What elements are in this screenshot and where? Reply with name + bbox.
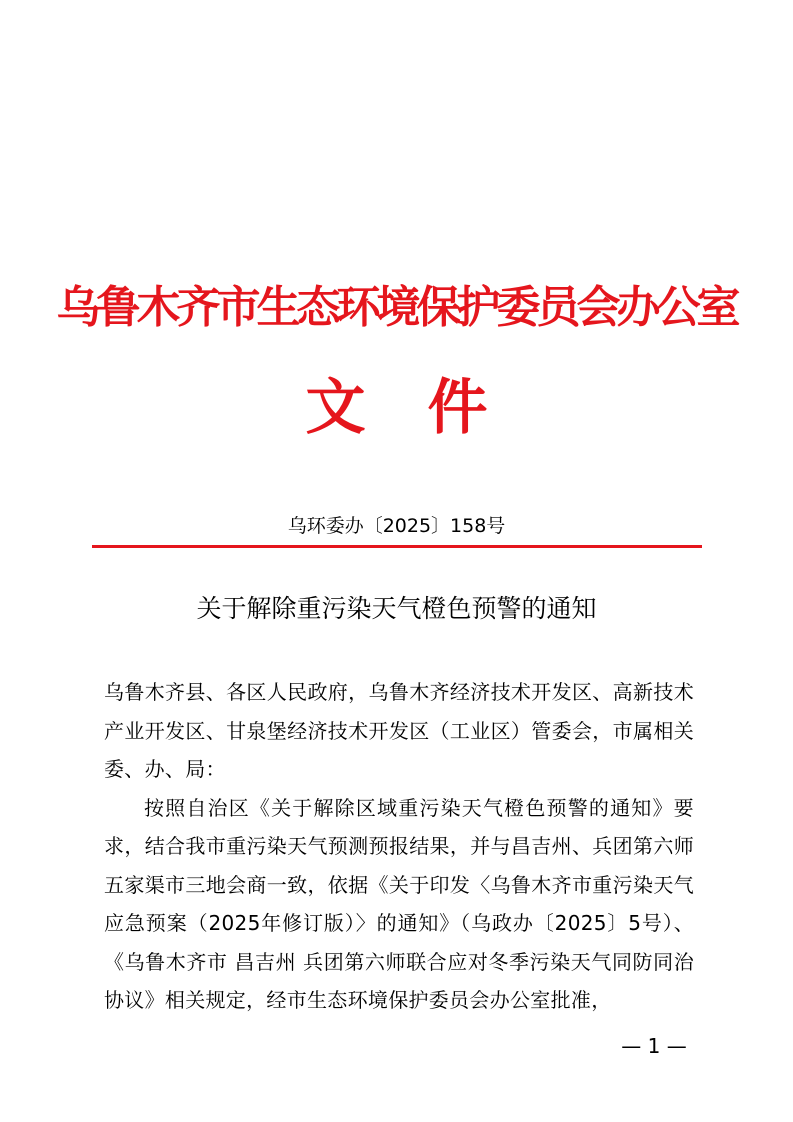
document-word: 文件	[305, 373, 550, 443]
issuing-organization: 乌鲁木齐市生态环境保护委员会办公室	[56, 282, 737, 333]
notice-title: 关于解除重污染天气橙色预警的通知	[196, 594, 597, 623]
page-number: — 1 —	[621, 1034, 687, 1058]
body-paragraph: 按照自治区《关于解除区域重污染天气橙色预警的通知》要求，结合我市重污染天气预测预报结果，并与昌吉州、兵团第六师五家渠市三地会商一致，依据《关于印发〈乌鲁木齐市重污染天气应急预案（2025年修订版）〉的通知》（乌政办〔2025〕5号）、《乌鲁木齐市 昌吉州 兵团第六师联合应对冬季污染天气同防同治协议》相关规定，经市生态环境保护委员会办公室批准，	[104, 795, 694, 1012]
document-number: 乌环委办〔2025〕158号	[287, 515, 506, 537]
addressee: 乌鲁木齐县、各区人民政府，乌鲁木齐经济技术开发区、高新技术产业开发区、甘泉堡经济技术开发区（工业区）管委会，市属相关委、办、局：	[104, 680, 694, 781]
document-body	[104, 673, 694, 1020]
red-separator-line	[92, 545, 702, 548]
